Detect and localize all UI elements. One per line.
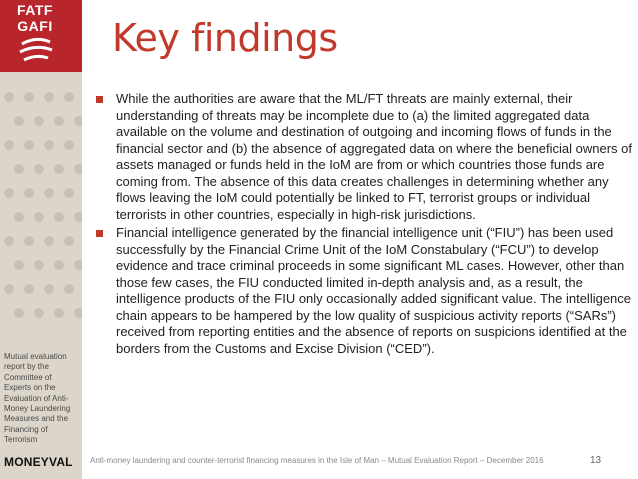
decor-dot [74,116,82,126]
decor-dot [44,140,54,150]
logo-text-gafi: GAFI [17,18,53,34]
decor-dot [14,260,24,270]
decor-dot [54,164,64,174]
decor-dot [54,260,64,270]
decor-dot [14,308,24,318]
decor-dot [4,188,14,198]
fatf-logo [0,0,82,72]
finding-text: Financial intelligence generated by the financial intelligence unit (“FIU”) has been used successfully by the Financial Crime Unit of the IoM Constabulary (“FCU”) to develop evidence and trace criminal proceeds in some significant ML cases. However, other than those few cases, the FIU conducted limited in-depth analysis and, as a result, the intelligence products of the FIU only occasionally added significant value. The intelligence chain appears to be hampered by the low quality of suspicious activity reports (“SARs”) received from reporting entities and the absence of reports on suspicions identified at the borders from the Customs and Excise Division (“CED”). [116,225,632,356]
finding-item [96,225,632,357]
decor-dot [64,92,74,102]
page-number: 13 [590,455,602,466]
bullet-square-icon [96,96,103,103]
decor-dot [14,212,24,222]
sidebar [0,0,82,479]
decor-dot [44,92,54,102]
decor-dot [54,116,64,126]
decor-dot [34,164,44,174]
sidebar-caption: Mutual evaluation report by the Committee of Experts on the Evaluation of Anti-Money Laundering Measures and the Financing of Terrorism [4,352,71,445]
finding-text: While the authorities are aware that the ML/FT threats are mainly external, their understanding of threats may be incomplete due to (a) the limited aggregated data available on the volume and destination of outgoing and incoming flows of funds in the financial sector and (b) the absence of aggregated data on where the beneficial owners of assets managed or funds held in the IoM are from or which countries those funds are coming from. The absence of this data creates challenges in determining whether any flows leaving the IoM could potentially be linked to FT, terrorist groups or individual terrorists in other countries, especially in high-risk jurisdictions. [116,91,633,222]
decor-dot [4,236,14,246]
decor-dot [74,260,82,270]
decor-dot [64,284,74,294]
decor-dot [4,284,14,294]
footer-text: Anti-money laundering and counter-terrorist financing measures in the Isle of Man – Mutual Evaluation Report – December 2016 [90,456,544,465]
decor-dot [14,116,24,126]
decor-dot [44,284,54,294]
decor-dot [34,308,44,318]
decor-dot [54,212,64,222]
decor-dot [54,308,64,318]
logo-text-fatf: FATF [17,2,53,18]
decor-dot [14,164,24,174]
decor-dot [64,140,74,150]
decor-dot [44,236,54,246]
moneyval-label: MONEYVAL [4,455,73,469]
decor-dot [24,140,34,150]
decor-dot [4,140,14,150]
finding-item [96,91,632,223]
decor-dot [24,188,34,198]
decor-dot [4,92,14,102]
decor-dot [74,164,82,174]
decor-dot [34,212,44,222]
bullet-square-icon [96,230,103,237]
decor-dot [74,308,82,318]
decor-dot [64,188,74,198]
decor-dot [74,212,82,222]
decor-dot [24,92,34,102]
decor-dot [44,188,54,198]
decor-dot [24,284,34,294]
decor-dot [24,236,34,246]
decor-dot [34,260,44,270]
decor-dot [64,236,74,246]
swoosh-icon [18,36,54,66]
dot-pattern [4,92,82,342]
findings-list [96,91,632,357]
decor-dot [34,116,44,126]
slide-title: Key findings [112,16,338,60]
